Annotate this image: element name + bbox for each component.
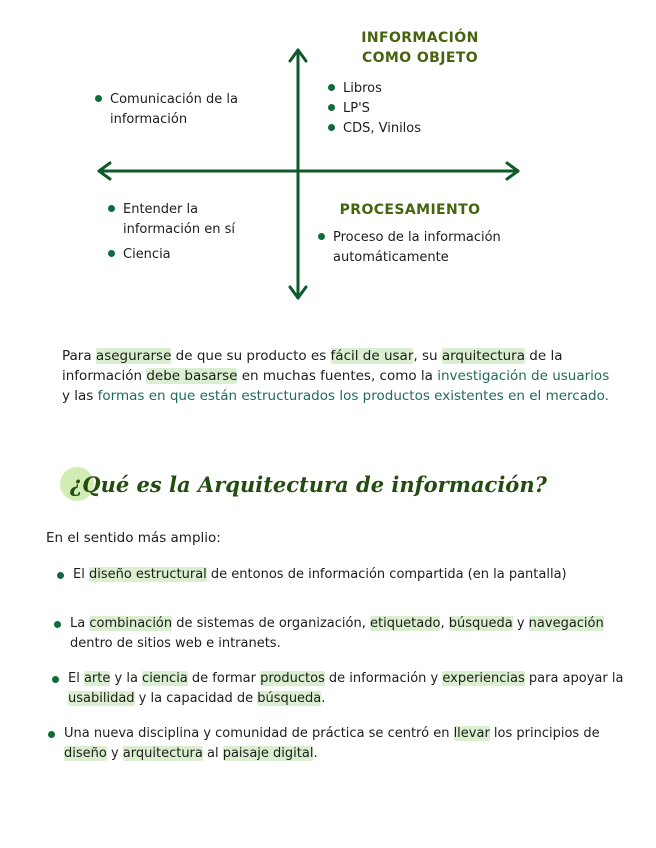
list-item: Proceso de la información automáticamente xyxy=(318,228,501,268)
section-heading: ¿Qué es la Arquitectura de información? xyxy=(70,472,547,497)
bullet-dot xyxy=(48,731,55,738)
bullet-dot xyxy=(54,621,61,628)
bullet-dot xyxy=(328,124,335,131)
definition-bullet: La combinación de sistemas de organización, etiquetado, búsqueda y navegación dentro de sitios web e intranets. xyxy=(70,614,630,654)
bullet-dot xyxy=(108,205,115,212)
bullet-dot xyxy=(95,95,102,102)
bullet-dot xyxy=(52,676,59,683)
lead-text: En el sentido más amplio: xyxy=(46,530,221,546)
definition-bullet: Una nueva disciplina y comunidad de práctica se centró en llevar los principios de diseño y arquitectura al paisaje digital. xyxy=(64,724,634,764)
list-item: CDS, Vinilos xyxy=(328,119,421,139)
bullet-dot xyxy=(328,84,335,91)
bullet-dot xyxy=(328,104,335,111)
list-item: Libros xyxy=(328,79,382,99)
list-item: Comunicación de la información xyxy=(95,90,238,130)
list-item: Ciencia xyxy=(108,245,171,265)
intro-paragraph: Para asegurarse de que su producto es fácil de usar, su arquitectura de la información debe basarse en muchas fuentes, como la investigación de usuarios y las formas en que están estructurados los productos existentes en el mercado. xyxy=(62,348,610,404)
list-item: LP'S xyxy=(328,99,370,119)
quadrant-title-processing: PROCESAMIENTO xyxy=(339,202,481,218)
bullet-dot xyxy=(318,233,325,240)
list-item: Entender la información en sí xyxy=(108,200,235,240)
definition-bullet: El diseño estructural de entonos de información compartida (en la pantalla) xyxy=(73,565,593,585)
definition-bullet: El arte y la ciencia de formar productos de información y experiencias para apoyar la usabilidad y la capacidad de búsqueda. xyxy=(68,669,628,709)
bullet-dot xyxy=(108,250,115,257)
bullet-dot xyxy=(57,572,64,579)
quadrant-title-object: INFORMACIÓN COMO OBJETO xyxy=(361,30,479,66)
